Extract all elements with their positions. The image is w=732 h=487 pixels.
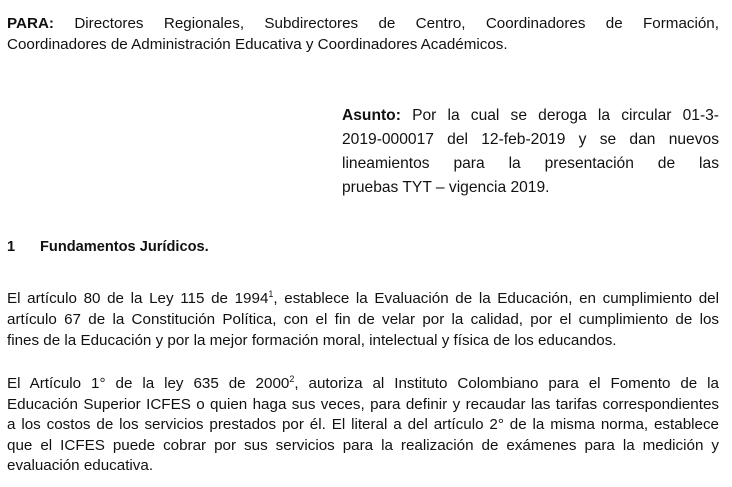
footnote-ref-2[interactable]: 2 bbox=[289, 373, 295, 384]
paragraph1-text-3: fines de la Educación y por la mejor formación moral, intelectual y física de los educandos. bbox=[7, 332, 617, 349]
para-label: PARA: bbox=[7, 15, 54, 32]
paragraph2-text-1b: , autoriza al Instituto Colombiano para el Fomento de la bbox=[294, 375, 719, 392]
footnote-ref-1[interactable]: 1 bbox=[268, 288, 274, 299]
asunto-line-1 bbox=[342, 104, 719, 128]
section-heading bbox=[7, 237, 209, 258]
para-recipients-text-1: Directores Regionales, Subdirectores de Centro, Coordinadores de Formación, bbox=[74, 15, 719, 32]
paragraph1-text-1a: El artículo 80 de la Ley 115 de 1994 bbox=[7, 290, 269, 307]
asunto-text-3: lineamientos para la presentación de las bbox=[342, 155, 719, 172]
para-recipients-text-2: Coordinadores de Administración Educativa y Coordinadores Académicos. bbox=[7, 36, 508, 53]
section-number: 1 bbox=[7, 239, 16, 255]
paragraph2-text-5: evaluación educativa. bbox=[7, 457, 154, 474]
paragraph1-text-1b: , establece la Evaluación de la Educación, en cumplimiento del bbox=[273, 290, 719, 307]
asunto-text-1: Por la cual se deroga la circular 01-3- bbox=[412, 107, 720, 124]
section-title: Fundamentos Jurídicos. bbox=[40, 239, 209, 255]
paragraph2-text-3: a los costos de los servicios prestados por él. El literal a del artículo 2° de la misma norma, establece bbox=[7, 416, 719, 433]
asunto-label: Asunto: bbox=[342, 107, 401, 124]
paragraph1-line-1 bbox=[7, 288, 719, 309]
asunto-subject bbox=[342, 104, 719, 200]
paragraph2-text-4: que el ICFES puede cobrar por sus servicios para la realización de exámenes para la medición y bbox=[7, 436, 719, 454]
para-line-1 bbox=[7, 13, 719, 34]
paragraph-ley-635 bbox=[7, 374, 719, 477]
paragraph2-line-1 bbox=[7, 374, 719, 395]
paragraph1-text-2: artículo 67 de la Constitución Política, con el fin de velar por la calidad, por el cumplimiento de los bbox=[7, 311, 719, 328]
paragraph-ley-115 bbox=[7, 288, 719, 351]
asunto-text-4: pruebas TYT – vigencia 2019. bbox=[342, 179, 550, 196]
paragraph2-text-1a: El Artículo 1° de la ley 635 de 2000 bbox=[7, 375, 290, 392]
asunto-text-2: 2019-000017 del 12-feb-2019 y se dan nuevos bbox=[342, 131, 719, 148]
para-recipients bbox=[7, 13, 719, 55]
paragraph2-text-2: Educación Superior ICFES o quien haga sus veces, para definir y recaudar las tarifas correspondientes bbox=[7, 395, 719, 413]
